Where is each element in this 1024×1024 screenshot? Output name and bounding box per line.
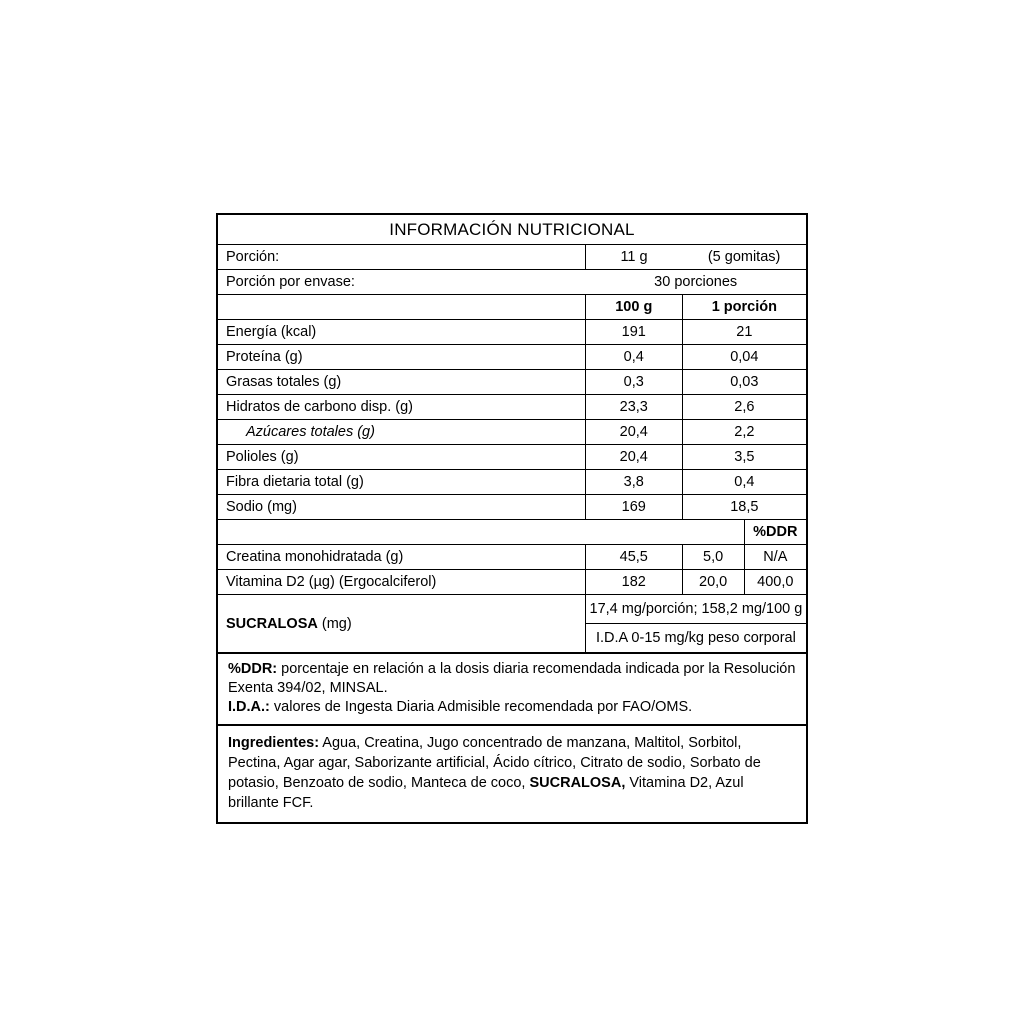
table-row — [218, 495, 806, 520]
row-label: Energía (kcal) — [218, 320, 585, 345]
row-per-100g: 191 — [585, 320, 682, 345]
ingredients-text-part1: Agua, Creatina, Jugo concentrado de manzana, Maltitol, Sorbitol, Pectina, Agar agar, Saborizante artificial, Ácido cítrico, Citrato de sodio, Sorbato de potasio, Benzoato de sodio, Manteca de coco, — [228, 734, 761, 791]
row-per-serving: 3,5 — [682, 445, 806, 470]
row-per-serving: 2,6 — [682, 395, 806, 420]
table-row — [218, 395, 806, 420]
table-row-column-headers — [218, 295, 806, 320]
table-row-servings-per-container — [218, 270, 806, 295]
row-per-serving: 18,5 — [682, 495, 806, 520]
table-row — [218, 345, 806, 370]
table-row — [218, 320, 806, 345]
table-row — [218, 545, 806, 570]
ddr-header-blank-label — [218, 520, 585, 545]
serving-note: (5 gomitas) — [682, 245, 806, 270]
row-per-serving: 20,0 — [682, 570, 744, 595]
sucralosa-unit: (mg) — [321, 615, 352, 632]
row-per-serving: 21 — [682, 320, 806, 345]
sucralosa-value-line2: I.D.A 0-15 mg/kg peso corporal — [585, 624, 806, 653]
ingredients-section — [218, 724, 806, 822]
table-row — [218, 370, 806, 395]
row-per-100g: 0,4 — [585, 345, 682, 370]
row-label: Vitamina D2 (µg) (Ergocalciferol) — [218, 570, 585, 595]
row-per-serving: 0,03 — [682, 370, 806, 395]
table-row — [218, 420, 806, 445]
header-ddr: %DDR — [744, 520, 806, 545]
row-label: Grasas totales (g) — [218, 370, 585, 395]
header-per-100g: 100 g — [585, 295, 682, 320]
row-per-100g: 45,5 — [585, 545, 682, 570]
ddr-header-blank-100g — [585, 520, 682, 545]
ddr-header-blank-serving — [682, 520, 744, 545]
ingredients-highlight: SUCRALOSA, — [529, 774, 626, 791]
row-ddr: 400,0 — [744, 570, 806, 595]
footnote-ddr-key: %DDR: — [228, 661, 278, 677]
row-ddr: N/A — [744, 545, 806, 570]
table-row-ddr-header — [218, 520, 806, 545]
sucralosa-label — [218, 595, 585, 653]
row-per-100g: 23,3 — [585, 395, 682, 420]
row-per-100g: 3,8 — [585, 470, 682, 495]
table-row — [218, 570, 806, 595]
footnotes — [218, 652, 806, 724]
panel-title: INFORMACIÓN NUTRICIONAL — [389, 220, 635, 239]
header-blank-cell — [218, 295, 585, 320]
row-per-100g: 20,4 — [585, 445, 682, 470]
row-per-serving: 2,2 — [682, 420, 806, 445]
row-per-serving: 0,4 — [682, 470, 806, 495]
row-per-100g: 169 — [585, 495, 682, 520]
footnote-ida-text: valores de Ingesta Diaria Admisible recomendada por FAO/OMS. — [269, 698, 693, 715]
serving-value: 11 g — [585, 245, 682, 270]
servings-per-container-label: Porción por envase: — [218, 270, 585, 295]
sucralosa-value-line1: 17,4 mg/porción; 158,2 mg/100 g — [585, 595, 806, 624]
row-per-serving: 5,0 — [682, 545, 744, 570]
header-per-serving: 1 porción — [682, 295, 806, 320]
row-per-serving: 0,04 — [682, 345, 806, 370]
ingredients-text-part2: Vitamina D2, Azul brillante FCF. — [228, 774, 744, 811]
nutrition-table — [218, 244, 806, 652]
table-row — [218, 470, 806, 495]
footnote-ddr — [228, 660, 796, 698]
row-label: Hidratos de carbono disp. (g) — [218, 395, 585, 420]
row-label: Sodio (mg) — [218, 495, 585, 520]
row-per-100g: 182 — [585, 570, 682, 595]
sucralosa-name: SUCRALOSA — [226, 615, 318, 632]
footnote-ddr-text: porcentaje en relación a la dosis diaria recomendada indicada por la Resolución Exenta 394/02, MINSAL. — [228, 661, 796, 696]
footnote-ida — [228, 698, 796, 717]
row-label: Proteína (g) — [218, 345, 585, 370]
serving-label: Porción: — [218, 245, 585, 270]
row-label: Polioles (g) — [218, 445, 585, 470]
ingredients-key: Ingredientes: — [228, 734, 320, 751]
row-label: Fibra dietaria total (g) — [218, 470, 585, 495]
row-per-100g: 20,4 — [585, 420, 682, 445]
row-label: Creatina monohidratada (g) — [218, 545, 585, 570]
row-per-100g: 0,3 — [585, 370, 682, 395]
footnote-ida-key: I.D.A.: — [228, 698, 270, 715]
table-row-serving — [218, 245, 806, 270]
servings-per-container-value: 30 porciones — [585, 270, 806, 295]
table-row-sucralosa — [218, 595, 806, 624]
nutrition-facts-panel — [216, 213, 808, 824]
table-row — [218, 445, 806, 470]
row-label: Azúcares totales (g) — [218, 420, 585, 445]
